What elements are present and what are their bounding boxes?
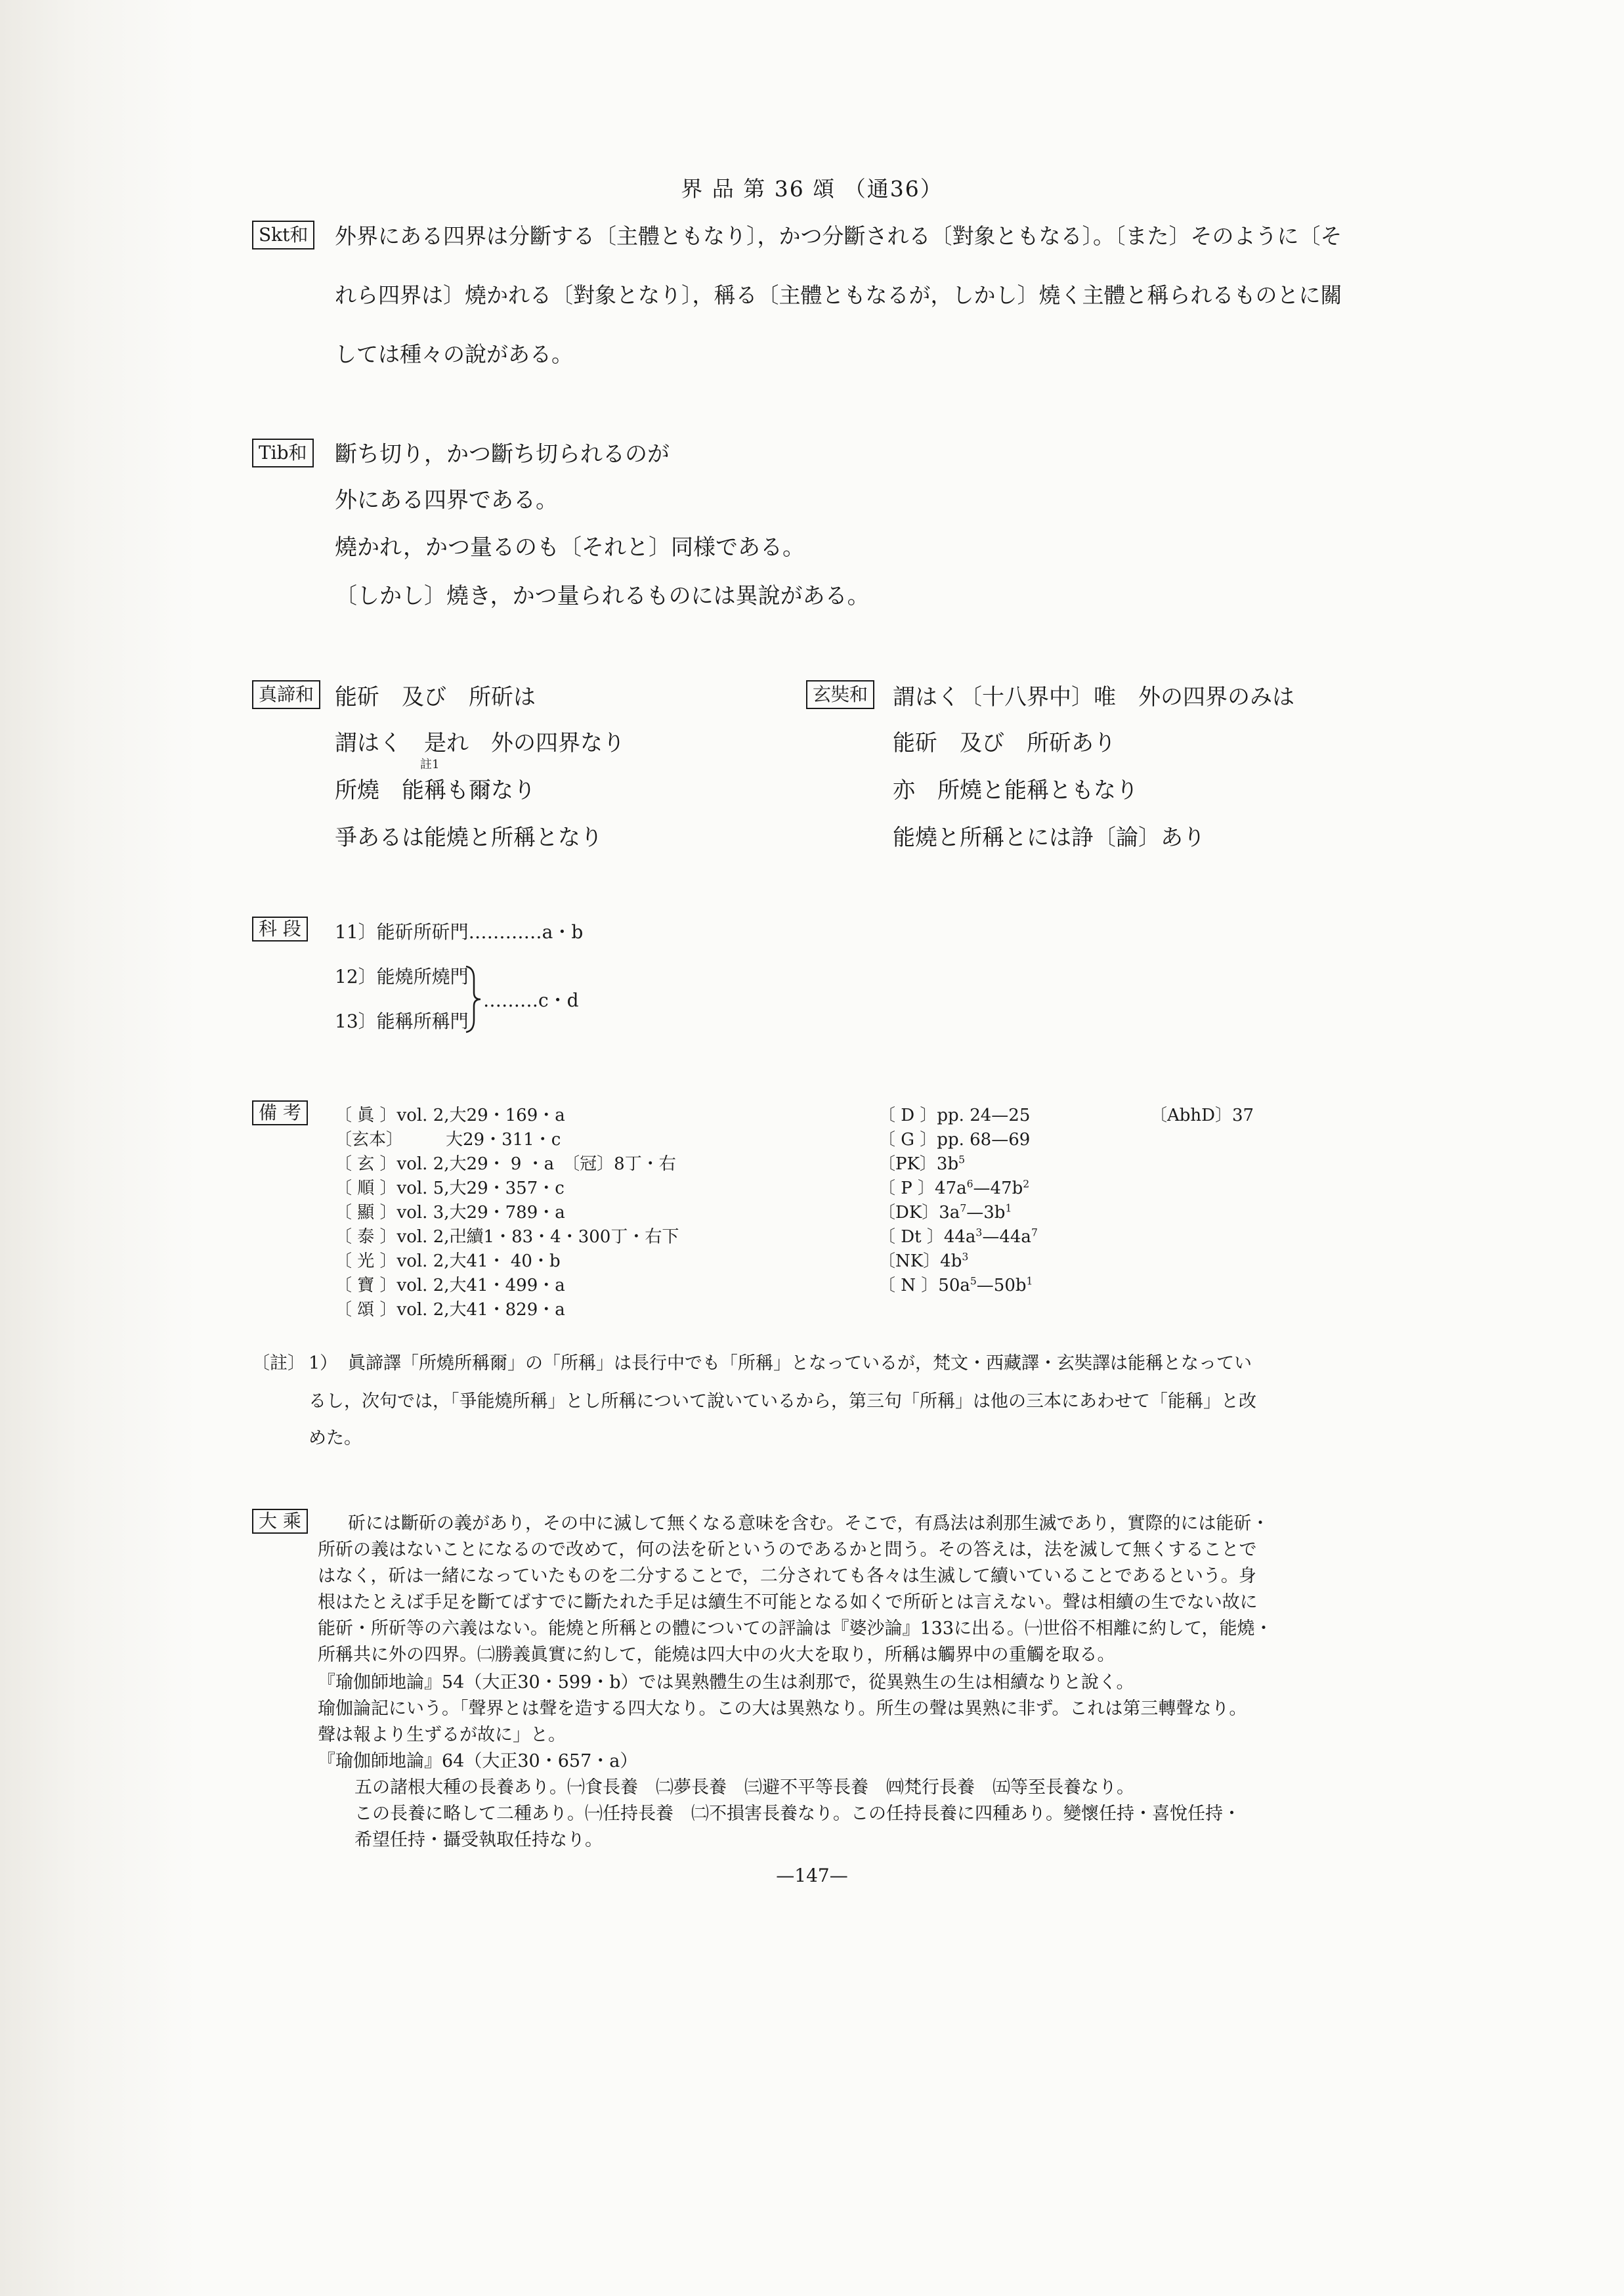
reference-mid-text: —44a	[982, 1227, 1031, 1247]
kedan-group: ………c・d	[483, 989, 579, 1011]
reference-mid-row	[878, 1102, 1030, 1126]
reference-mid-text: 〔DK〕3a	[878, 1203, 960, 1223]
reference-left-row: 〔 顯 〕vol. 3,大29・789・a	[335, 1203, 565, 1223]
reference-mid-row	[878, 1199, 1012, 1223]
tib-line-3: 燒かれ，かつ量るのも〔それと〕同様である。	[335, 534, 805, 561]
label-kedan: 科 段	[252, 917, 308, 942]
reference-mid-text: —3b	[966, 1203, 1006, 1223]
xuanzang-line-1: 謂はく〔十八界中〕唯 外の四界のみは	[893, 684, 1294, 710]
reference-mid-text: —47b	[973, 1179, 1023, 1198]
kedan-item-1: 11〕能斫所斫門…………a・b	[335, 921, 584, 943]
reference-superscript: 3	[962, 1251, 969, 1263]
label-paramartha: 真諦和	[252, 680, 320, 709]
reference-mid-text: 〔 D 〕pp. 24	[878, 1106, 992, 1125]
tib-line-1: 斷ち切り，かつ斷ち切られるのが	[335, 441, 670, 467]
dasheng-line: 希望任持・攝受執取任持なり。	[354, 1830, 603, 1850]
notes-label: 〔註〕	[252, 1353, 305, 1374]
reference-mid-row	[878, 1175, 1029, 1199]
kedan-item-3: 13〕能稱所稱門	[335, 1010, 469, 1032]
xuanzang-line-2: 能斫 及び 所斫あり	[893, 730, 1116, 756]
dasheng-line: この長養に略して二種あり。㈠任持長養 ㈡不損害長養なり。この任持長養に四種あり。變懷任持・喜悅任持・	[354, 1804, 1241, 1824]
reference-superscript: 6	[966, 1178, 973, 1190]
reference-mid-text: 〔 N 〕50a	[878, 1276, 970, 1295]
dasheng-line: 『瑜伽師地論』54（大正30・599・b）では異熟體生の生は刹那で，從異熟生の生は相續なりと說く。	[318, 1672, 1134, 1693]
tib-line-2: 外にある四界である。	[335, 487, 558, 513]
reference-mid-row	[878, 1223, 1038, 1247]
reference-left-row: 〔 順 〕vol. 5,大29・357・c	[335, 1179, 565, 1198]
reference-mid-row	[878, 1247, 968, 1272]
reference-abhd: 〔AbhD〕37	[1150, 1106, 1254, 1125]
xuanzang-line-4: 能燒と所稱とには諍〔論〕あり	[893, 825, 1205, 851]
note-line-1: 眞諦譯「所燒所稱爾」の「所稱」は長行中でも「所稱」となっているが，梵文・西藏譯・玄奘譯は能稱となってい	[348, 1353, 1252, 1374]
reference-mid-text: 〔PK〕3b	[878, 1154, 959, 1174]
label-xuanzang: 玄奘和	[806, 680, 874, 709]
kedan-brace	[463, 965, 483, 1033]
dasheng-line: 所斫の義はないことになるので改めて，何の法を斫というのであるかと問う。その答えは，法を滅して無くすることで	[318, 1540, 1257, 1560]
reference-superscript: 7	[1031, 1226, 1038, 1239]
page-title: 界 品 第 36 頌 （通36）	[681, 176, 943, 202]
paramartha-line-3: 所燒 能稱も爾なり	[335, 777, 536, 804]
reference-mid-text: —69	[991, 1130, 1031, 1150]
reference-superscript: 2	[1023, 1178, 1030, 1190]
reference-left-row: 〔 泰 〕vol. 2,卍續1・83・4・300丁・右下	[335, 1227, 679, 1247]
tib-line-4: 〔しかし〕燒き，かつ量られるものには異說がある。	[335, 583, 870, 609]
scan-edge-shadow	[0, 0, 197, 2296]
reference-superscript: 5	[970, 1275, 977, 1288]
dasheng-line: 所稱共に外の四界。㈡勝義眞實に約して，能燒は四大中の火大を取り，所稱は觸界中の重觸を取る。	[318, 1645, 1115, 1665]
dasheng-line: 斫には斷斫の義があり，その中に滅して無くなる意味を含む。そこで，有爲法は刹那生滅であり，實際的には能斫・	[348, 1513, 1270, 1534]
label-dasheng: 大 乘	[252, 1509, 308, 1534]
note-marker: 註1	[420, 758, 440, 771]
reference-superscript: 5	[958, 1154, 966, 1166]
dasheng-line: はなく，斫は一緒になっていたものを二分することで，二分されても各々は生滅して續いていることであるという。身	[318, 1566, 1256, 1586]
note-line-3: めた。	[309, 1428, 362, 1448]
paramartha-line-2: 謂はく 是れ 外の四界なり	[335, 730, 625, 756]
skt-line-3: しては種々の說がある。	[335, 341, 573, 367]
reference-superscript: 1	[1026, 1275, 1033, 1288]
reference-left-row: 〔 光 〕vol. 2,大41・ 40・b	[335, 1251, 561, 1271]
label-tib: Tib和	[252, 439, 314, 467]
reference-left-row: 〔玄本〕 大29・311・c	[335, 1130, 561, 1150]
reference-left-row: 〔 頌 〕vol. 2,大41・829・a	[335, 1300, 565, 1320]
label-bikou: 備 考	[252, 1100, 308, 1125]
kedan-item-2: 12〕能燒所燒門	[335, 966, 469, 987]
reference-superscript: 1	[1005, 1202, 1012, 1215]
skt-line-2: れら四界は〕燒かれる〔對象となり〕，稱る〔主體ともなるが，しかし〕燒く主體と稱られるものとに關	[335, 282, 1342, 308]
reference-mid-text: 〔 G 〕pp. 68	[878, 1130, 992, 1150]
dasheng-line: 能斫・所斫等の六義はない。能燒と所稱との體についての評論は『婆沙論』133に出る。㈠世俗不相離に約して，能燒・	[318, 1618, 1273, 1639]
label-skt: Skt和	[252, 221, 314, 249]
note-number: 1）	[309, 1353, 338, 1374]
skt-line-1: 外界にある四界は分斷する〔主體ともなり〕，かつ分斷される〔對象ともなる〕。〔また〕そのように〔そ	[335, 223, 1342, 249]
dasheng-line: 瑜伽論記にいう。「聲界とは聲を造する四大なり。この大は異熟なり。所生の聲は異熟に非ず。これは第三轉聲なり。	[318, 1699, 1247, 1719]
xuanzang-line-3: 亦 所燒と能稱ともなり	[893, 777, 1138, 804]
note-line-2: るし，次句では，「爭能燒所稱」とし所稱について說いているから，第三句「所稱」は他の三本にあわせて「能稱」と改	[309, 1391, 1256, 1412]
reference-left-row: 〔 玄 〕vol. 2,大29・ 9 ・a 〔冠〕8丁・右	[335, 1154, 676, 1174]
dasheng-line: 根はたとえば手足を斷てばすでに斷たれた手足は續生不可能となる如くで所斫とは言えない。聲は相續の生でない故に	[318, 1592, 1258, 1613]
reference-mid-text: 〔 Dt 〕44a	[878, 1227, 976, 1247]
reference-left-row: 〔 寶 〕vol. 2,大41・499・a	[335, 1276, 565, 1295]
reference-mid-text: —50b	[976, 1276, 1027, 1295]
dasheng-line: 聲は報より生ずるが故に」と。	[318, 1725, 566, 1745]
reference-mid-text: 〔 P 〕47a	[878, 1179, 967, 1198]
reference-mid-text: 〔NK〕4b	[878, 1251, 962, 1271]
reference-mid-row	[878, 1126, 1030, 1150]
reference-mid-text: —25	[991, 1106, 1031, 1125]
paramartha-line-1: 能斫 及び 所斫は	[335, 684, 536, 710]
reference-left-row: 〔 眞 〕vol. 2,大29・169・a	[335, 1106, 565, 1125]
reference-superscript: 7	[960, 1202, 967, 1215]
reference-mid-row	[878, 1150, 965, 1175]
dasheng-line: 五の諸根大種の長養あり。㈠食長養 ㈡夢長養 ㈢避不平等長養 ㈣梵行長養 ㈤等至長養なり。	[354, 1777, 1134, 1798]
dasheng-line: 『瑜伽師地論』64（大正30・657・a）	[318, 1751, 638, 1771]
reference-mid-row	[878, 1272, 1033, 1296]
reference-superscript: 3	[975, 1226, 983, 1239]
paramartha-line-4: 爭あるは能燒と所稱となり	[335, 825, 603, 851]
page-number: —147—	[776, 1865, 848, 1886]
